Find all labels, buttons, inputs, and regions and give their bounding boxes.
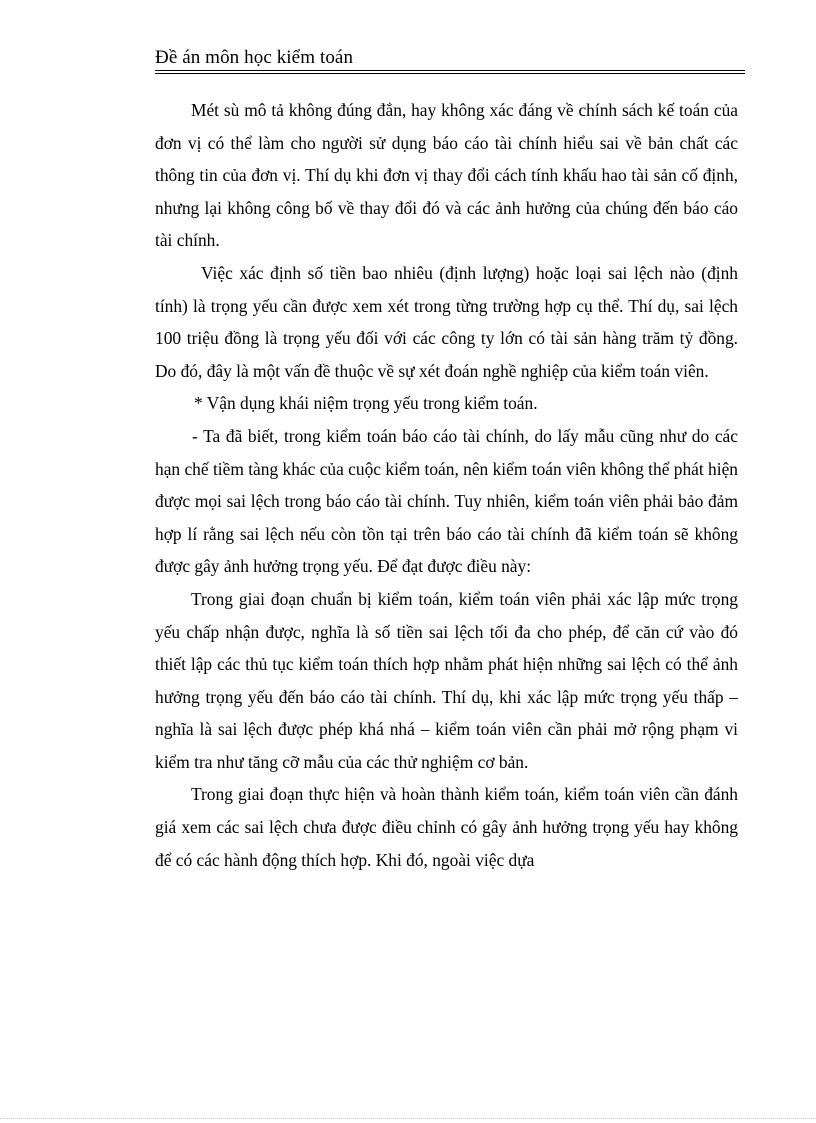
paragraph-planning-stage: Trong giai đoạn chuẩn bị kiểm toán, kiểm toán viên phải xác lập mức trọng yếu chấp nhận được, nghĩa là số tiền sai lệch tối đa cho phép, để căn cứ vào đó thiết lập các thủ tục kiểm toán thích hợp nhằm phát hiện những sai lệch có thể ảnh hưởng trọng yếu đến báo cáo tài chính. Thí dụ, khi xác lập mức trọng yếu thấp – nghĩa là sai lệch được phép khá nhá – kiểm toán viên cần phải mở rộng phạm vi kiểm tra như tăng cỡ mẫu của các thử nghiệm cơ bản.: [155, 588, 738, 772]
paragraph-completion-stage: Trong giai đoạn thực hiện và hoàn thành kiểm toán, kiểm toán viên cần đánh giá xem các sai lệch chưa được điều chỉnh có gây ảnh hưởng trọng yếu hay không để có các hành động thích hợp. Khi đó, ngoài việc dựa: [155, 784, 738, 870]
document-body: [155, 94, 738, 876]
header-rule-top: [155, 70, 745, 71]
page-header: [155, 46, 745, 74]
section-heading-applying-materiality: * Vận dụng khái niệm trọng yếu trong kiểm toán.: [194, 393, 538, 414]
paragraph-materiality-amount: Việc xác định số tiền bao nhiêu (định lượng) hoặc loại sai lệch nào (định tính) là trọng yếu cần được xem xét trong từng trường hợp cụ thể. Thí dụ, sai lệch 100 triệu đồng là trọng yếu đối với các công ty lớn có tài sản hàng trăm tỷ đồng. Do đó, đây là một vấn đề thuộc về sự xét đoán nghề nghiệp của kiểm toán viên.: [155, 262, 738, 381]
page-bottom-border: [0, 1118, 816, 1119]
paragraph-accounting-policy: Mét sù mô tả không đúng đắn, hay không xác đáng về chính sách kế toán của đơn vị có thể làm cho người sử dụng báo cáo tài chính hiểu sai về bản chất các thông tin của đơn vị. Thí dụ khi đơn vị thay đổi cách tính khấu hao tài sản cố định, nhưng lại không công bố về thay đổi đó và các ảnh hưởng của chúng đến báo cáo tài chính.: [155, 100, 738, 251]
header-rule-bottom: [155, 73, 745, 74]
paragraph-sampling-limitations: - Ta đã biết, trong kiểm toán báo cáo tài chính, do lấy mẫu cũng như do các hạn chế tiềm tàng khác của cuộc kiểm toán, nên kiểm toán viên không thể phát hiện được mọi sai lệch trong báo cáo tài chính. Tuy nhiên, kiểm toán viên phải bảo đảm hợp lí rằng sai lệch nếu còn tồn tại trên báo cáo tài chính đã kiểm toán sẽ không được gây ảnh hưởng trọng yếu. Để đạt được điều này:: [155, 425, 738, 577]
header-title: Đề án môn học kiểm toán: [155, 47, 354, 68]
